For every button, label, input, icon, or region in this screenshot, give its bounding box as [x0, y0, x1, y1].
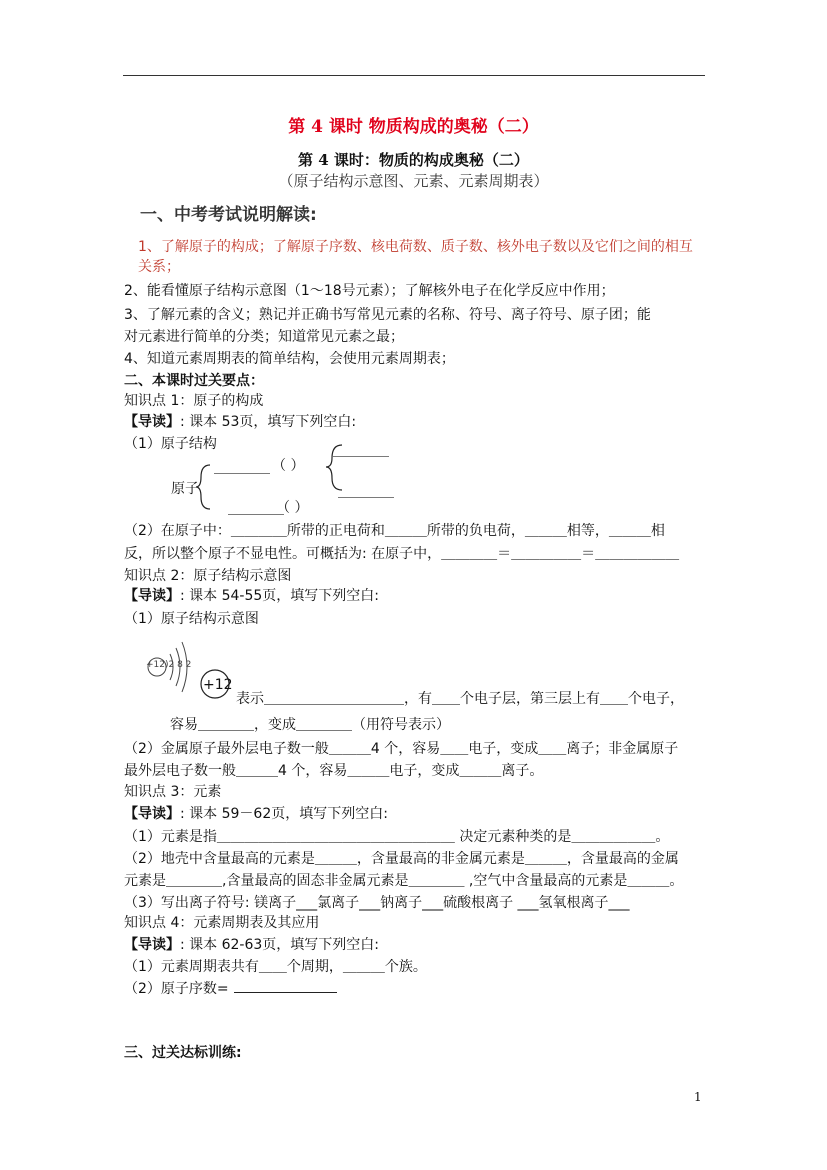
page-number: 1: [694, 1090, 702, 1104]
section-2-heading: 二、本课时过关要点：: [124, 373, 264, 389]
header-rule: [123, 75, 705, 76]
guide-label: 【导读】: [124, 414, 180, 430]
k3-guide: [124, 803, 388, 823]
section-1-heading: 一、中考考试说明解读:: [140, 205, 317, 225]
brace-diagram: [196, 440, 346, 515]
k4-q1: （1）元素周期表共有＿＿个周期，＿＿＿个族。: [124, 959, 427, 975]
k1-q2-b: 反，所以整个原子不显电性。可概括为: 在原子中，＿＿＿＿＝＿＿＿＿＿＝＿＿＿＿＿＿: [124, 546, 680, 562]
blank-top-right: ＿＿＿＿: [333, 443, 389, 459]
s1-item-1-cont: 关系；: [138, 259, 180, 275]
s1-item-1: 1、了解原子的构成；了解原子序数、核电荷数、质子数、核外电子数以及它们之间的相互: [138, 239, 693, 255]
k2-title: 知识点 2：原子结构示意图: [124, 568, 292, 584]
k1-guide-text: : 课本 53页，填写下列空白:: [180, 414, 357, 430]
s1-item-3: 3、了解元素的含义；熟记并正确书写常见元素的名称、符号、离子符号、原子团；能: [124, 307, 651, 323]
k4-guide-text: : 课本 62-63页，填写下列空白:: [180, 937, 380, 953]
k2-q1-b: 容易＿＿＿＿，变成＿＿＿＿（用符号表示）: [170, 717, 450, 733]
right-brace: [326, 445, 342, 490]
k4-title: 知识点 4：元素周期表及其应用: [124, 915, 320, 931]
k3-q3: （3）写出离子符号: 镁离子___氯离子___钠离子___硫酸根离子 ___氢氧根离子___: [124, 895, 630, 911]
paren-lower: （ ）: [276, 500, 309, 516]
k2-q2-b: 最外层电子数一般＿＿＿4 个，容易＿＿＿电子，变成＿＿＿离子。: [124, 763, 544, 779]
k4-q2-answer-line: [234, 992, 337, 993]
k2-q2-a: （2）金属原子最外层电子数一般＿＿＿4 个，容易＿＿电子，变成＿＿离子；非金属原子: [124, 741, 679, 757]
k4-guide: [124, 934, 379, 954]
k2-guide-text: : 课本 54-55页，填写下列空白:: [180, 588, 380, 604]
k3-q2-b: 元素是＿＿＿＿,含量最高的固态非金属元素是＿＿＿＿ ,空气中含量最高的元素是＿＿＿。: [124, 873, 684, 889]
k2-q1-a: 表示＿＿＿＿＿＿＿＿＿＿，有＿＿个电子层，第三层上有＿＿个电子，: [236, 691, 684, 707]
blank-lower: ＿＿＿＿: [228, 501, 284, 517]
k3-q1: （1）元素是指＿＿＿＿＿＿＿＿＿＿＿＿＿＿＿＿＿ 决定元素种类的是＿＿＿＿＿＿。: [124, 829, 670, 845]
guide-label: 【导读】: [124, 937, 180, 953]
left-brace: [196, 465, 210, 509]
small-atom-label: +12)2 8 2: [146, 660, 192, 670]
guide-label: 【导读】: [124, 588, 180, 604]
section-3-heading: 三、过关达标训练:: [124, 1045, 242, 1061]
page-title: 第 4 课时 物质构成的奥秘（二）: [288, 117, 539, 137]
subtitle-topics: （原子结构示意图、元素、元素周期表）: [278, 172, 549, 190]
k3-title: 知识点 3：元素: [124, 784, 222, 800]
paren-upper: （ ）: [272, 458, 305, 474]
blank-bottom-right: ＿＿＿＿: [338, 484, 394, 500]
atom-label: 原子: [171, 481, 199, 497]
k1-title: 知识点 1：原子的构成: [124, 393, 264, 409]
guide-label: 【导读】: [124, 806, 180, 822]
k2-q1: （1）原子结构示意图: [124, 611, 259, 627]
nucleus-charge: +12: [203, 677, 233, 693]
k3-guide-text: : 课本 59－62页，填写下列空白:: [180, 806, 388, 822]
s1-item-3-cont: 对元素进行简单的分类；知道常见元素之最；: [124, 329, 404, 345]
k4-q2: （2）原子序数=: [124, 981, 229, 997]
k1-q2-a: （2）在原子中：＿＿＿＿所带的正电荷和＿＿＿所带的负电荷，＿＿＿相等，＿＿＿相: [124, 523, 665, 539]
atom-structure-diagram: [140, 636, 240, 706]
s1-item-4: 4、知道元素周期表的简单结构，会使用元素周期表；: [124, 351, 455, 367]
k1-guide: [124, 411, 356, 431]
s1-item-2: 2、能看懂原子结构示意图（1～18号元素）；了解核外电子在化学反应中作用；: [124, 283, 615, 299]
k2-guide: [124, 585, 379, 605]
k1-q1: （1）原子结构: [124, 436, 217, 452]
subtitle: 第 4 课时：物质的构成奥秘（二）: [298, 151, 529, 169]
k3-q2-a: （2）地壳中含量最高的元素是＿＿＿，含量最高的非金属元素是＿＿＿，含量最高的金属: [124, 851, 679, 867]
blank-upper: ＿＿＿＿: [214, 460, 270, 476]
